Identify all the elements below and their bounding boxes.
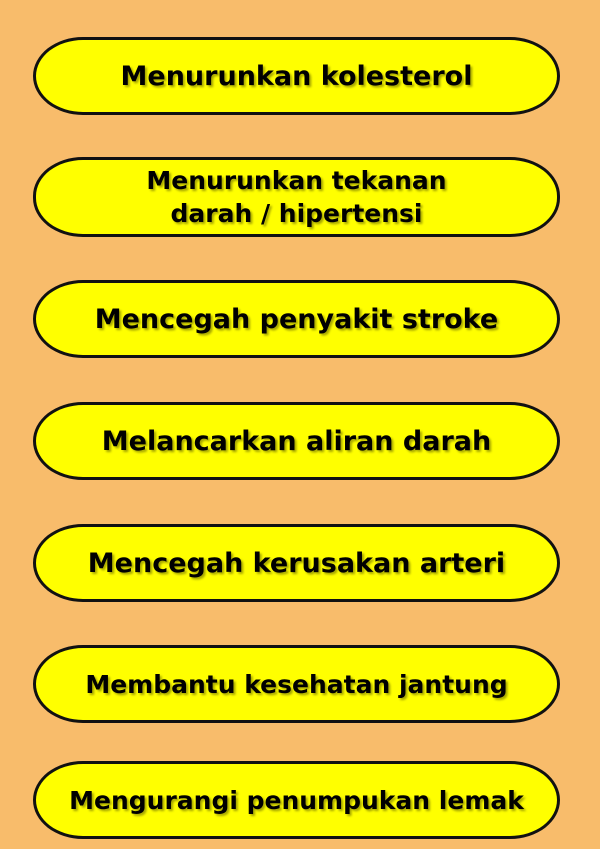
benefit-pill-blood-flow [33,402,560,480]
benefit-pill-reduce-fat [33,761,560,839]
benefit-label: Mencegah penyakit stroke [94,303,499,335]
benefit-label-line-2: darah / hipertensi [170,199,423,228]
benefit-label-line-1: Menurunkan tekanan [146,166,447,195]
benefit-label: Melancarkan aliran darah [101,425,492,457]
benefit-pill-lower-blood-pressure [33,157,560,237]
benefit-label: Mencegah kerusakan arteri [87,547,506,579]
benefit-pill-heart-health [33,645,560,723]
benefit-label: Membantu kesehatan jantung [85,669,508,699]
benefit-pill-prevent-artery-damage [33,524,560,602]
benefit-label: Mengurangi penumpukan lemak [69,785,524,815]
benefit-label [146,164,446,230]
benefit-pill-prevent-stroke [33,280,560,358]
benefit-label: Menurunkan kolesterol [120,60,473,92]
benefit-pill-lower-cholesterol [33,37,560,115]
